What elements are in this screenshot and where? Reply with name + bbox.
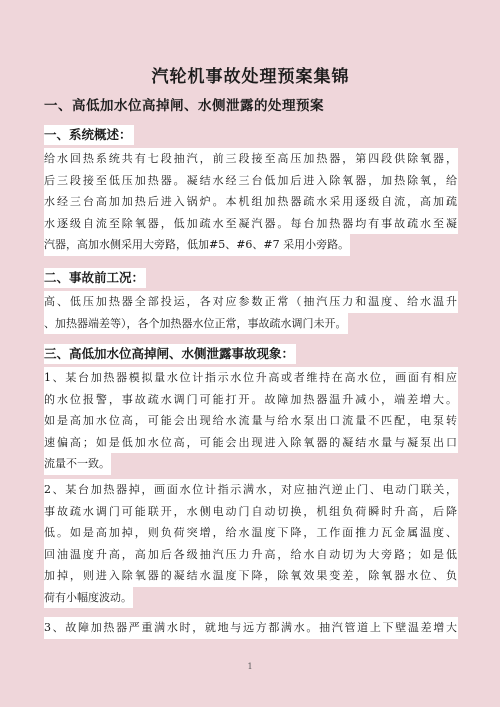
text-line: 流量不一致。 [44,453,111,475]
section-heading: 一、高低加水位高掉闸、水侧泄露的处理预案 [44,98,324,114]
text-line: 回油温度升高，高加后各级抽汽压力升高，给水自动切为大旁路；如是低 [44,544,458,566]
text-line: 水经三台高加加热后进入锅炉。本机组加热器疏水采用逐级自流，高加疏 [44,191,458,213]
text-line: 、加热器端差等），各个加热器水位正常，事故疏水调门未开。 [44,313,348,335]
text-line: 速偏高；如是低加水位高，可能会出现进入除氧器的凝结水量与凝泵出口 [44,432,458,454]
text-line: 2、某台加热器掉，画面水位计指示满水，对应抽汽逆止门、电动门联关， [44,479,458,501]
text-line: 给水回热系统共有七段抽汽，前三段接至高压加热器，第四段供除氧器， [44,148,458,170]
text-line: 后三段接至低压加热器。凝结水经三台低加后进入除氧器，加热除氧，给 [44,170,458,192]
page-title: 汽轮机事故处理预案集锦 [151,67,350,87]
text-line: 1、某台加热器模拟量水位计指示水位升高或者维持在高水位，画面有相应 [44,367,458,389]
subsection-heading-overview: 一、系统概述： [44,125,134,145]
page-number: 1 [247,662,253,671]
text-line: 3、故障加热器严重满水时，就地与远方都满水。抽汽管道上下壁温差增大 [44,617,458,639]
text-line: 高、低压加热器全部投运，各对应参数正常（抽汽压力和温度、给水温升 [44,291,458,313]
paragraph-symptom-1 [44,367,457,475]
text-line: 的水位报警，事故疏水调门可能打开。故障加热器温升减小，端差增大。 [44,389,458,411]
text-line: 水逐级自流至除氧器，低加疏水至凝汽器。每台加热器均有事故疏水至凝 [44,213,458,235]
text-line: 加掉，则进入除氧器的凝结水温度下降，除氧效果变差，除氧器水位、负 [44,565,458,587]
text-line: 低。如是高加掉，则负荷突增，给水温度下降，工作面推力瓦金属温度、 [44,522,458,544]
text-line: 事故疏水调门可能联开，水侧电动门自动切换，机组负荷瞬时升高，后降 [44,501,458,523]
paragraph-overview [44,148,457,256]
text-line: 如是高加水位高，可能会出现给水流量与给水泵出口流量不匹配，电泵转 [44,410,458,432]
text-line: 荷有小幅度波动。 [44,587,133,609]
paragraph-preconditions [44,291,457,334]
paragraph-symptom-3 [44,617,457,639]
subsection-heading-preconditions: 二、事故前工况： [44,268,146,288]
subsection-heading-symptoms: 三、高低加水位高掉闸、水侧泄露事故现象： [44,344,296,364]
text-line: 汽器，高加水侧采用大旁路，低加#5、#6、#7 采用小旁路。 [44,234,350,256]
paragraph-symptom-2 [44,479,457,608]
